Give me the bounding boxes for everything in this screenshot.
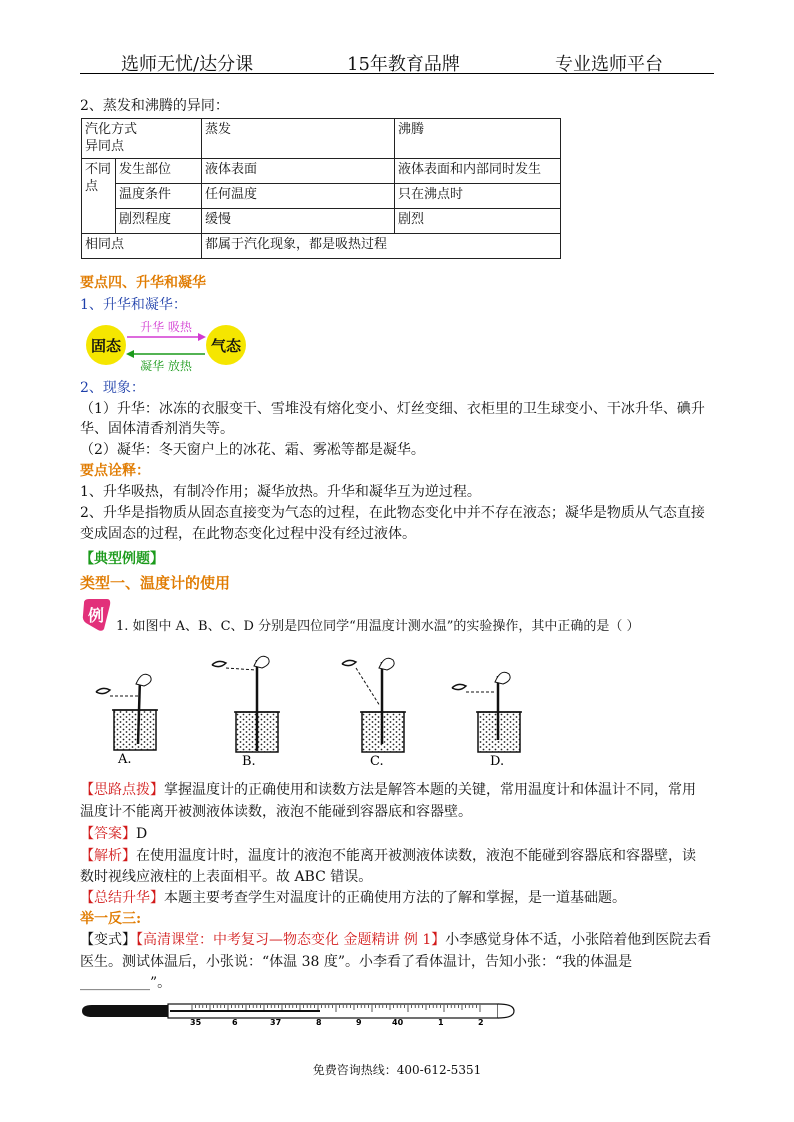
phenomena-line: （1）升华：冰冻的衣服变干、雪堆没有熔化变小、灯丝变细、衣柜里的卫生球变小、干冰升华、碘升 [80, 401, 705, 417]
table-cell: 只在沸点时 [395, 184, 561, 209]
variant-line [80, 930, 711, 950]
variant-line: __________”。 [80, 975, 172, 991]
table-same-label: 相同点 [82, 234, 202, 259]
variant-tag: 【变式】 [80, 932, 136, 948]
phenomena-line: （2）凝华：冬天窗户上的冰花、霜、雾凇等都是凝华。 [80, 442, 425, 458]
sublimation-diagram [80, 318, 250, 376]
notes-title: 要点诠释： [80, 463, 150, 479]
table-cell: 缓慢 [202, 209, 395, 234]
question-1: 1. 如图中 A、B、C、D 分别是四位同学“用温度计测水温”的实验操作，其中正确的是（ ） [116, 619, 640, 634]
point4-title: 要点四、升华和凝华 [80, 275, 206, 291]
examples-title: 【典型例题】 [80, 551, 164, 567]
hint-tag: 【思路点拨】 [80, 782, 164, 798]
hint-line [80, 780, 696, 800]
figure-a [96, 674, 158, 767]
tick-label: 40 [392, 1018, 404, 1027]
point4-subtitle: 1、升华和凝华： [80, 297, 187, 313]
tick-label: 2 [478, 1018, 484, 1027]
gas-label: 气态 [210, 337, 242, 355]
summary-text: 本题主要考查学生对温度计的正确使用方法的了解和掌握，是一道基础题。 [164, 890, 626, 906]
hint-text: 掌握温度计的正确使用和读数方法是解答本题的关键，常用温度计和体温计不同，常用 [164, 782, 696, 798]
deposition-arrowhead [126, 350, 134, 358]
deposition-label: 凝华 放热 [140, 359, 192, 373]
table-cell: 剧烈程度 [116, 209, 202, 234]
table-row [82, 209, 561, 234]
section-title: 2、蒸发和沸腾的异同： [80, 98, 229, 114]
hint-line: 温度计不能离开被测液体读数，液泡不能碰到容器底和容器壁。 [80, 804, 472, 820]
analysis-line: 数时视线应液柱的上表面相平。故 ABC 错误。 [80, 869, 373, 885]
table-cell: 液体表面 [202, 159, 395, 184]
example-badge-text: 例 [87, 606, 105, 625]
table-same-text: 都属于汽化现象，都是吸热过程 [202, 234, 561, 259]
diff-label-cell [82, 159, 116, 234]
figure-c [342, 658, 406, 769]
table-cell: 剧烈 [395, 209, 561, 234]
figure-d-label: D. [490, 754, 505, 769]
variant-line: 医生。测试体温后，小张说：“体温 38 度”。小李看了看体温计，告知小张：“我的体温是 [80, 954, 633, 970]
tick-label: 1 [438, 1018, 444, 1027]
notes-line: 变成固态的过程，在此物态变化过程中没有经过液体。 [80, 526, 416, 542]
tick-label: 35 [190, 1018, 202, 1027]
sublimation-arrowhead [198, 333, 206, 341]
analysis-text: 在使用温度计时，温度计的液泡不能离开被测液体读数，液泡不能碰到容器底和容器壁，读 [136, 848, 696, 864]
summary-tag: 【总结升华】 [80, 890, 164, 906]
solid-label: 固态 [90, 337, 122, 355]
table-row [82, 234, 561, 259]
table-row [82, 184, 561, 209]
table-cell: 液体表面和内部同时发生 [395, 159, 561, 184]
answer-line [80, 824, 147, 844]
table-corner-label-2: 异同点 [85, 139, 125, 154]
analysis-tag: 【解析】 [80, 848, 136, 864]
clinical-thermometer [80, 995, 520, 1027]
comparison-table [81, 118, 561, 259]
table-cell: 发生部位 [116, 159, 202, 184]
tick-label: 6 [232, 1018, 238, 1027]
table-head-evap: 蒸发 [202, 119, 395, 159]
tick-label: 9 [356, 1018, 362, 1027]
table-cell: 温度条件 [116, 184, 202, 209]
footer-hotline: 免费咨询热线：400-612-5351 [312, 1063, 482, 1077]
table-header-row [82, 119, 561, 159]
table-row [82, 159, 561, 184]
practice-title: 举一反三: [80, 911, 142, 927]
answer-tag: 【答案】 [80, 826, 136, 842]
phenomena-title: 2、现象： [80, 380, 145, 396]
table-corner-cell [82, 119, 202, 159]
table-cell: 任何温度 [202, 184, 395, 209]
header-divider [80, 73, 714, 74]
answer-value: D [136, 826, 148, 842]
notes-line: 1、升华吸热，有制冷作用；凝华放热。升华和凝华互为逆过程。 [80, 484, 481, 500]
summary-line [80, 888, 626, 908]
thermometer-tick-labels [190, 1018, 484, 1027]
figure-b-label: B. [242, 754, 256, 769]
tick-label: 8 [316, 1018, 322, 1027]
figure-a-label: A. [118, 752, 132, 767]
figure-b [212, 656, 280, 769]
analysis-line [80, 846, 696, 866]
diff-label-2: 点 [85, 179, 99, 194]
variant-text: 小李感觉身体不适，小张陪着他到医院去看 [445, 932, 712, 948]
figure-d [452, 672, 522, 769]
figure-c-label: C. [370, 754, 384, 769]
tick-label: 37 [270, 1018, 282, 1027]
example-badge [80, 597, 112, 633]
notes-line: 2、升华是指物质从固态直接变为气态的过程，在此物态变化中并不存在液态；凝华是物质从气态直接 [80, 505, 705, 521]
header-brand-center: 15年教育品牌 [347, 54, 460, 75]
table-corner-label-1: 汽化方式 [85, 122, 138, 137]
diff-label-1: 不同 [85, 162, 112, 177]
type1-title: 类型一、温度计的使用 [80, 574, 231, 592]
variant-source: 【高清课堂：中考复习—物态变化 金题精讲 例 1】 [136, 932, 446, 948]
table-head-boil: 沸腾 [395, 119, 561, 159]
phenomena-line: 华、固体清香剂消失等。 [80, 421, 234, 437]
sublimation-label: 升华 吸热 [140, 320, 192, 334]
thermometer-figures [80, 648, 530, 773]
header-brand-right: 专业选师平台 [555, 54, 663, 75]
header-brand-left: 选师无忧/达分课 [121, 54, 254, 75]
